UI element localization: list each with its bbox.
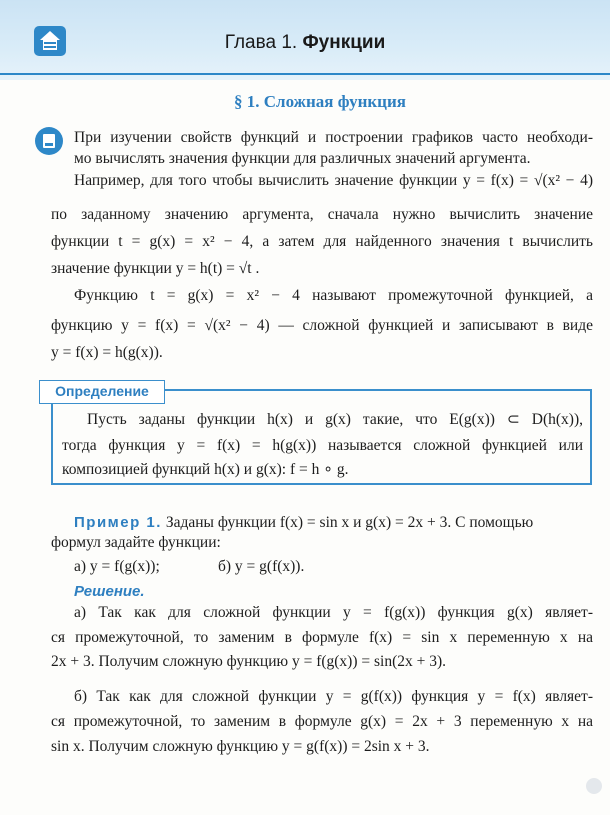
definition-line-1: Пусть заданы функции h(x) и g(x) такие, что E(g(x)) ⊂ D(h(x)), xyxy=(87,411,583,428)
solution-b-line-1: б) Так как для сложной функции y = g(f(x)) функция y = f(x) являет- xyxy=(74,688,593,705)
paragraph-intermediate-line-2: функцию y = f(x) = √(x² − 4) — сложной функцией и записывают в виде xyxy=(51,317,593,334)
solution-a-line-3: 2x + 3. Получим сложную функцию y = f(g(x)) = sin(2x + 3). xyxy=(51,653,447,670)
solution-label xyxy=(74,582,145,602)
intro-line-2: мо вычислять значения функции для различных значений аргумента. xyxy=(74,150,531,167)
solution-a-line-1: а) Так как для сложной функции y = f(g(x)) функция g(x) являет- xyxy=(74,604,593,621)
solution-b-line-2: ся промежуточной, то заменим в формуле g(x) = 2x + 3 переменную x на xyxy=(51,713,593,730)
definition-line-2: тогда функция y = f(x) = h(g(x)) называется сложной функцией или xyxy=(62,437,583,454)
definition-line-3: композицией функций h(x) и g(x): f = h ∘ g. xyxy=(62,461,349,478)
paragraph-example-line-1: Например, для того чтобы вычислить значение функции y = f(x) = √(x² − 4) xyxy=(74,172,593,189)
paragraph-example-line-4: значение функции y = h(t) = √t . xyxy=(51,260,260,277)
definition-label: Определение xyxy=(39,380,165,404)
chapter-prefix: Глава 1. xyxy=(224,32,298,53)
example-1-item-a: а) y = f(g(x)); xyxy=(74,558,160,575)
example-1-line-2: формул задайте функции: xyxy=(51,534,221,551)
solution-a-line-2: ся промежуточной, то заменим в формуле f(x) = sin x переменную x на xyxy=(51,629,593,646)
example-label: Пример 1. xyxy=(74,514,162,531)
solution-b-line-3: sin x. Получим сложную функцию y = g(f(x)) = 2sin x + 3. xyxy=(51,738,430,755)
page-corner-mark xyxy=(586,778,602,794)
section-title: § 1. Сложная функция xyxy=(234,92,406,111)
solution-label-text: Решение. xyxy=(74,583,145,600)
example-1-item-b: б) y = g(f(x)). xyxy=(218,558,305,575)
paragraph-intermediate-line-1: Функцию t = g(x) = x² − 4 называют промежуточной функцией, а xyxy=(74,287,593,304)
paragraph-intermediate-line-3: y = f(x) = h(g(x)). xyxy=(51,344,163,361)
book-icon xyxy=(35,127,63,155)
example-1-statement: Заданы функции f(x) = sin x и g(x) = 2x + 3. С помощью xyxy=(165,514,534,531)
paragraph-example-line-2: по заданному значению аргумента, сначала нужно вычислить значение xyxy=(51,206,593,223)
paragraph-example-line-3: функции t = g(x) = x² − 4, а затем для найденного значения t вычислить xyxy=(51,233,593,250)
header-divider xyxy=(0,73,610,75)
intro-line-1: При изучении свойств функций и построении графиков часто необходи- xyxy=(74,129,593,146)
chapter-name: Функции xyxy=(302,32,386,53)
chapter-title xyxy=(0,32,610,54)
example-1-line-1 xyxy=(74,513,533,533)
